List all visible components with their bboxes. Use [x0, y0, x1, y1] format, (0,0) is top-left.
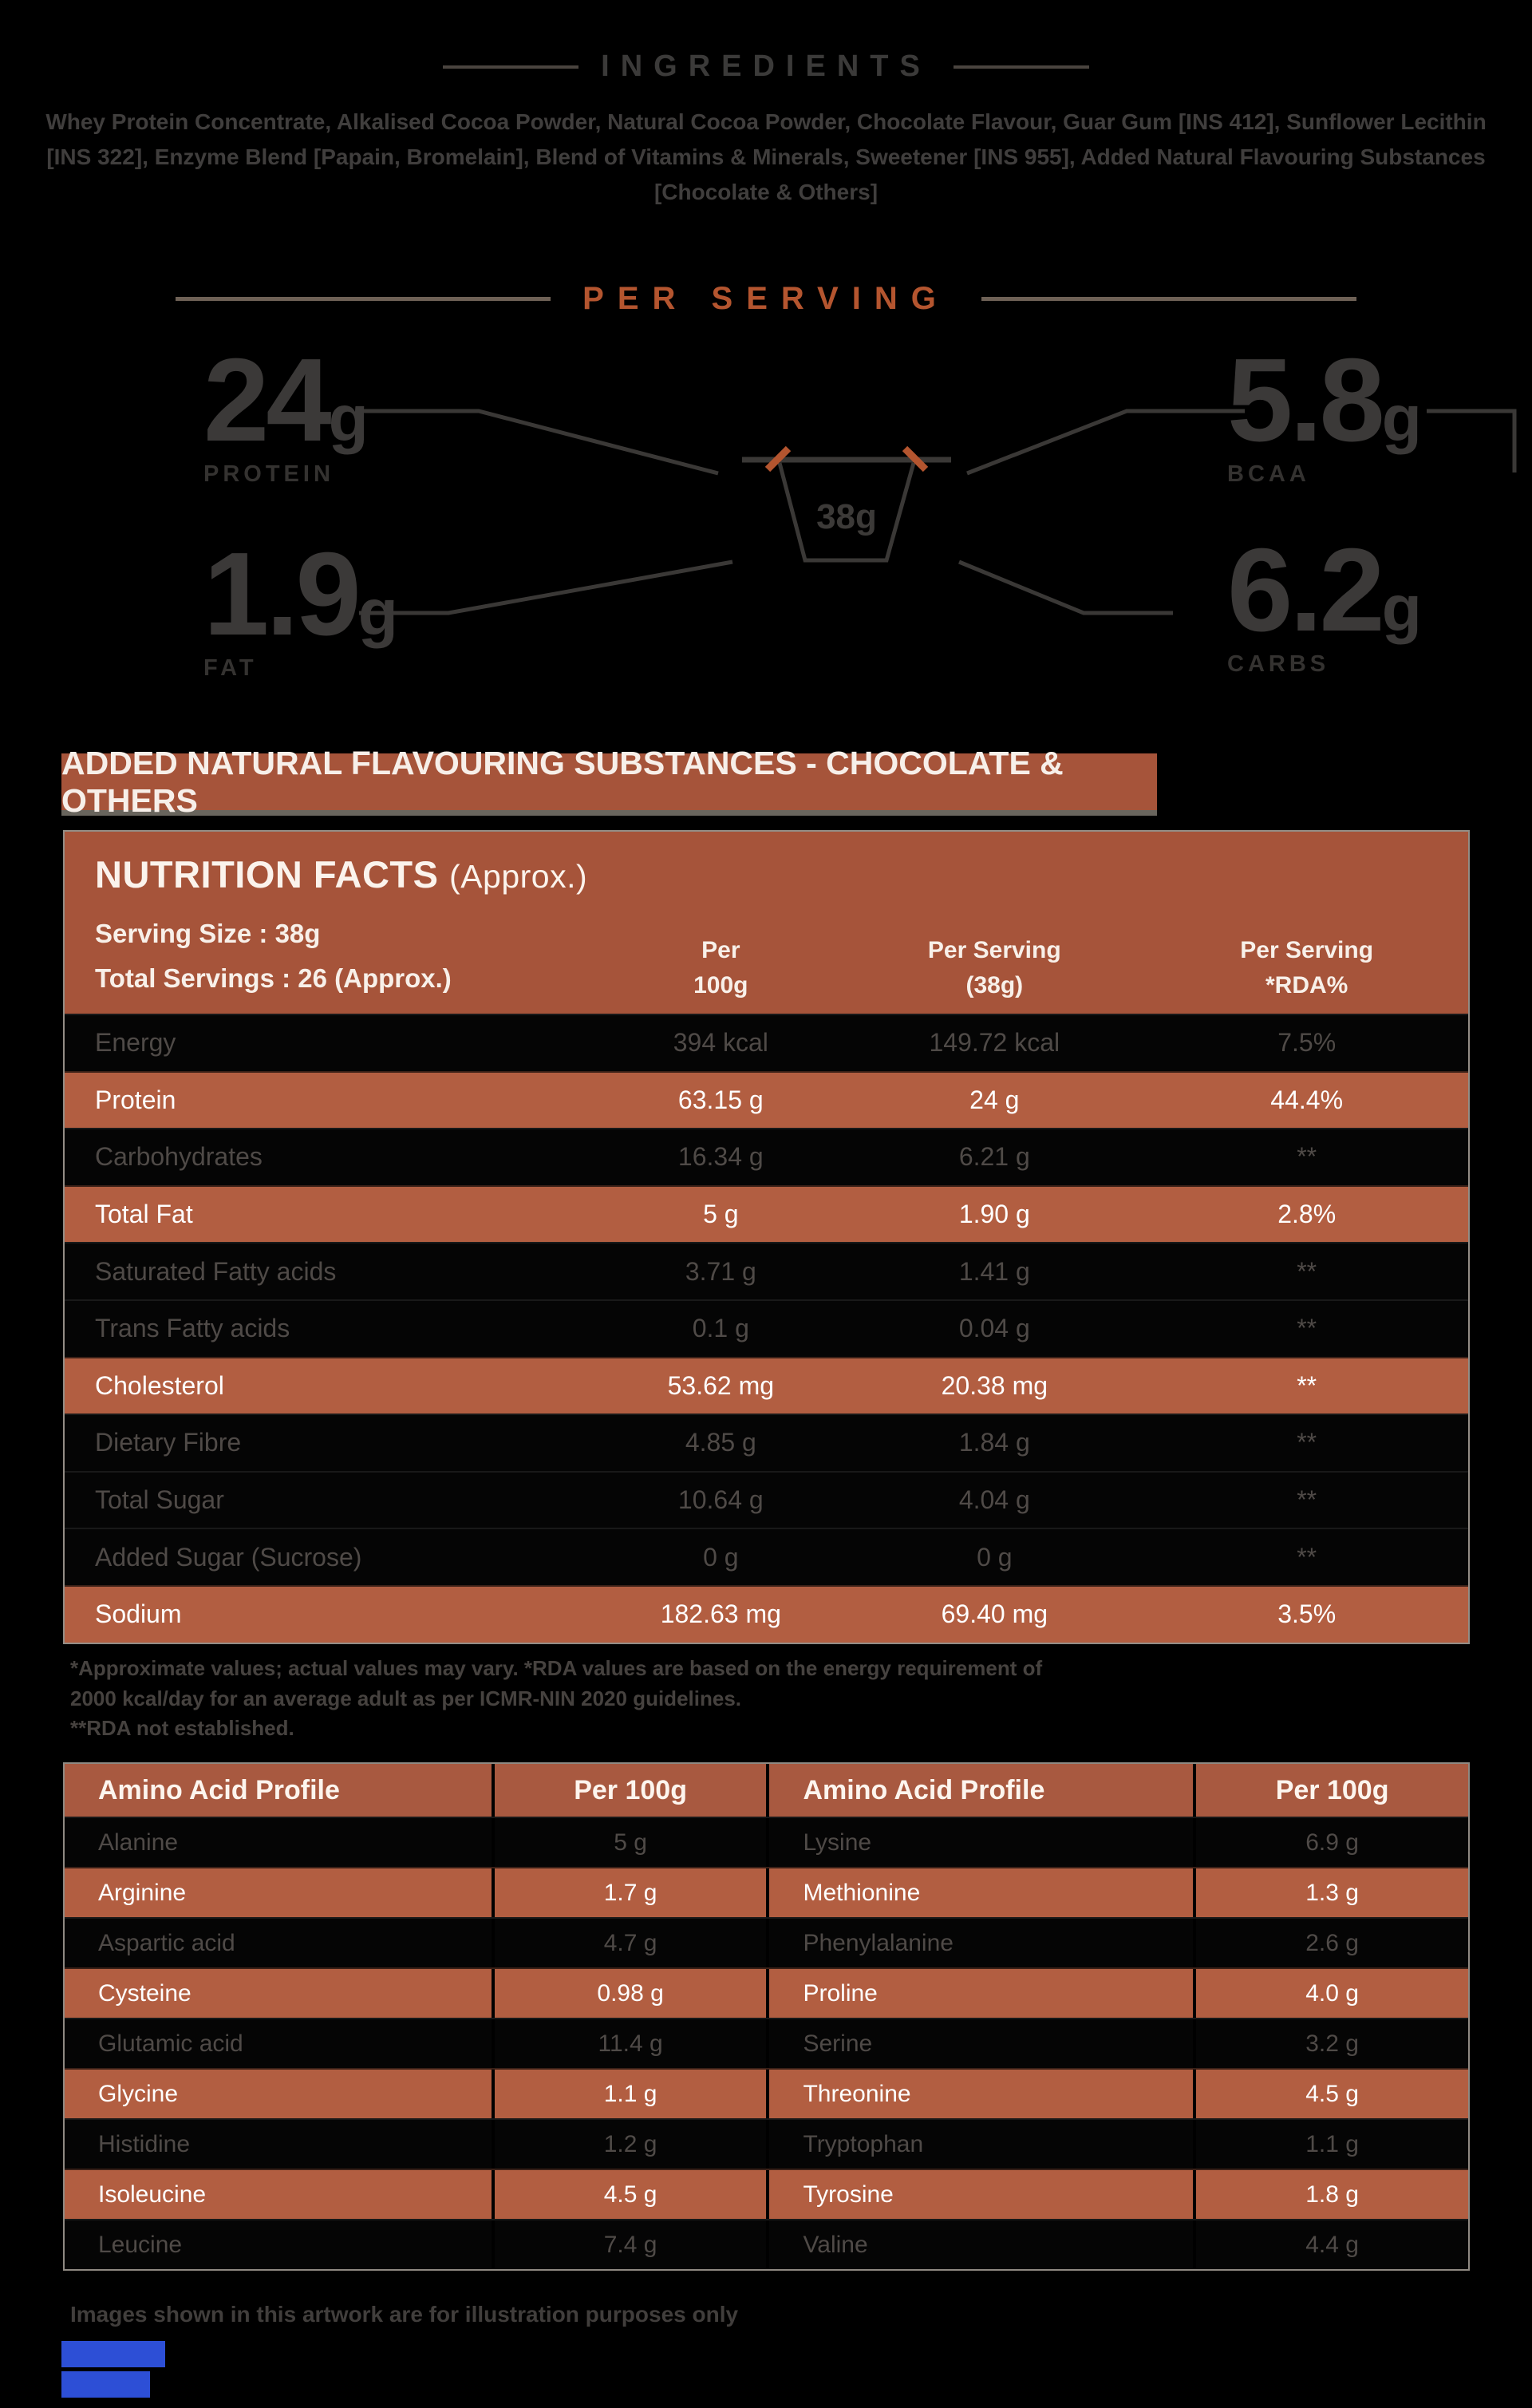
- nutrient-label: Dietary Fibre: [95, 1428, 242, 1457]
- connector-top-right: [967, 411, 1245, 473]
- amino-name-left: Isoleucine: [98, 2181, 207, 2208]
- per-serving-infographic: [0, 334, 1532, 726]
- nutrient-label: Saturated Fatty acids: [95, 1256, 337, 1286]
- value-per-100g: 10.64 g: [677, 1485, 764, 1515]
- table-row: [65, 1014, 1468, 1071]
- value-rda: 44.4%: [1270, 1085, 1344, 1114]
- nutrient-label: Added Sugar (Sucrose): [95, 1542, 362, 1572]
- table-row: [65, 2068, 1468, 2118]
- amino-value-right: 4.4 g: [1193, 2220, 1468, 2269]
- amino-value-right: 6.9 g: [1193, 1818, 1468, 1867]
- nutrition-facts-title-suffix: (Approx.): [449, 858, 588, 895]
- per-serving-title-row: [0, 281, 1532, 317]
- nutrient-label: Carbohydrates: [95, 1142, 263, 1172]
- amino-name-left: Histidine: [98, 2130, 191, 2157]
- ingredients-section: [0, 49, 1532, 211]
- value-per-100g: 182.63 mg: [660, 1599, 781, 1629]
- scoop-size-label: 38g: [816, 497, 877, 536]
- amino-value-right: 1.1 g: [1193, 2120, 1468, 2169]
- amino-acid-table: [63, 1762, 1470, 2271]
- amino-name-left: Arginine: [98, 1879, 187, 1906]
- table-row: [65, 1471, 1468, 1528]
- amino-name-right: Tryptophan: [766, 2120, 1193, 2169]
- value-per-100g: 3.71 g: [685, 1256, 756, 1286]
- value-per-serving: 69.40 mg: [941, 1599, 1048, 1629]
- amino-name-right: Threonine: [766, 2070, 1193, 2118]
- value-rda: 7.5%: [1277, 1028, 1337, 1058]
- value-per-100g: 394 kcal: [673, 1028, 768, 1058]
- blue-bar-top: [61, 2341, 165, 2367]
- illustration-disclaimer: Images shown in this artwork are for illustration purposes only: [70, 2302, 739, 2327]
- amino-header-right-value: Per 100g: [1193, 1764, 1468, 1817]
- bcaa-label: BCAA: [1227, 461, 1310, 488]
- per-serving-title: PER SERVING: [582, 281, 950, 316]
- table-row: [65, 1867, 1468, 1917]
- blue-bar-bottom: [61, 2371, 150, 2398]
- nutrient-label: Cholesterol: [95, 1370, 224, 1400]
- table-row: [65, 2219, 1468, 2269]
- value-per-100g: 63.15 g: [677, 1085, 764, 1114]
- value-per-serving: 1.41 g: [958, 1256, 1030, 1286]
- amino-name-right: Methionine: [766, 1868, 1193, 1917]
- nutrient-label: Energy: [95, 1028, 176, 1058]
- nutrition-footnotes: [70, 1654, 1475, 1744]
- table-row: [65, 2118, 1468, 2169]
- amino-header-left: Amino Acid Profile: [98, 1774, 340, 1805]
- table-row: [65, 1917, 1468, 1967]
- col-per-serving: Per Serving (38g): [927, 937, 1061, 998]
- value-rda: **: [1297, 1485, 1317, 1515]
- amino-value-right: 2.6 g: [1193, 1919, 1468, 1967]
- col-per-100g: Per 100g: [693, 937, 748, 998]
- table-row: [65, 1967, 1468, 2018]
- value-rda: **: [1297, 1142, 1317, 1172]
- fat-value: 1.9g: [203, 528, 398, 660]
- amino-name-left: Aspartic acid: [98, 1929, 235, 1956]
- table-row: [65, 1128, 1468, 1185]
- value-per-serving: 0 g: [977, 1542, 1013, 1572]
- table-row: [65, 1585, 1468, 1643]
- value-per-serving: 20.38 mg: [941, 1370, 1048, 1400]
- value-per-serving: 24 g: [969, 1085, 1020, 1114]
- footnote-line-2: 2000 kcal/day for an average adult as per ICMR-NIN 2020 guidelines.: [70, 1686, 742, 1710]
- value-rda: 2.8%: [1277, 1200, 1337, 1229]
- per-serving-rule-left: [176, 297, 551, 301]
- value-per-serving: 6.21 g: [958, 1142, 1030, 1172]
- amino-name-left: Glycine: [98, 2080, 179, 2107]
- col-per-serving-rda: Per Serving *RDA%: [1240, 937, 1374, 998]
- carbs-label: CARBS: [1227, 651, 1330, 678]
- value-per-100g: 53.62 mg: [667, 1370, 775, 1400]
- nutrient-label: Protein: [95, 1085, 176, 1114]
- amino-name-right: Lysine: [766, 1818, 1193, 1867]
- table-row: [65, 1299, 1468, 1357]
- table-row: [65, 1071, 1468, 1129]
- protein-label: PROTEIN: [203, 461, 334, 488]
- nutrition-rows: [65, 1014, 1468, 1643]
- value-rda: **: [1297, 1314, 1317, 1343]
- amino-name-left: Alanine: [98, 1829, 179, 1856]
- value-rda: **: [1297, 1542, 1317, 1572]
- table-row: [65, 1185, 1468, 1243]
- value-per-serving: 1.84 g: [958, 1428, 1030, 1457]
- total-servings: Total Servings : 26 (Approx.): [95, 963, 452, 993]
- per-serving-rule-right: [981, 297, 1356, 301]
- amino-value-left: 1.1 g: [492, 2070, 767, 2118]
- amino-name-left: Cysteine: [98, 1979, 192, 2007]
- amino-value-left: 7.4 g: [492, 2220, 767, 2269]
- value-per-100g: 5 g: [703, 1200, 739, 1229]
- amino-value-right: 4.0 g: [1193, 1969, 1468, 2018]
- table-row: [65, 1242, 1468, 1299]
- amino-value-left: 11.4 g: [492, 2019, 767, 2068]
- nutrition-facts-title: NUTRITION FACTS (Approx.): [95, 853, 588, 896]
- nutrition-facts-header: [65, 832, 1468, 1014]
- value-per-100g: 0 g: [703, 1542, 739, 1572]
- value-per-serving: 4.04 g: [958, 1485, 1030, 1515]
- table-row: [65, 1817, 1468, 1867]
- amino-name-right: Phenylalanine: [766, 1919, 1193, 1967]
- amino-header-right: Amino Acid Profile: [766, 1764, 1193, 1817]
- bcaa-value: 5.8g: [1227, 334, 1422, 466]
- amino-value-left: 5 g: [492, 1818, 767, 1867]
- table-row: [65, 2169, 1468, 2219]
- amino-name-right: Valine: [766, 2220, 1193, 2269]
- amino-name-left: Leucine: [98, 2231, 183, 2258]
- value-rda: **: [1297, 1256, 1317, 1286]
- value-rda: 3.5%: [1277, 1599, 1337, 1629]
- table-row: [65, 1528, 1468, 1585]
- stat-carbs: [1227, 524, 1467, 678]
- title-rule-left: [443, 65, 578, 69]
- stat-protein: [203, 334, 443, 488]
- amino-header-left-value: Per 100g: [492, 1764, 767, 1817]
- stat-bcaa: [1227, 334, 1467, 488]
- protein-value: 24g: [203, 334, 369, 466]
- amino-name-right: Proline: [766, 1969, 1193, 2018]
- flavouring-banner-text: ADDED NATURAL FLAVOURING SUBSTANCES - CHOCOLATE & OTHERS: [61, 744, 1064, 819]
- carbs-value: 6.2g: [1227, 524, 1422, 656]
- connector-bottom-right: [959, 562, 1173, 613]
- nutrition-facts-card: [63, 830, 1470, 1644]
- amino-header-row: [65, 1764, 1468, 1817]
- nutrient-label: Total Fat: [95, 1200, 193, 1229]
- ingredients-title-row: [0, 49, 1532, 84]
- serving-size: Serving Size : 38g: [95, 919, 321, 948]
- ingredients-text: Whey Protein Concentrate, Alkalised Cocoa Powder, Natural Cocoa Powder, Chocolate Flavour, Guar Gum [INS 412], Sunflower Lecithin [INS 322], Enzyme Blend [Papain, Bromelain], Blend of Vitamins & Minerals, Sweetener [INS 955], Added Natural Flavouring Substances [Chocolate & Others]: [45, 109, 1487, 205]
- value-per-serving: 1.90 g: [958, 1200, 1030, 1229]
- table-row: [65, 1414, 1468, 1471]
- value-per-serving: 0.04 g: [958, 1314, 1030, 1343]
- value-per-100g: 16.34 g: [677, 1142, 764, 1172]
- footnote-line-3: **RDA not established.: [70, 1716, 294, 1741]
- table-row: [65, 2018, 1468, 2068]
- amino-value-right: 1.3 g: [1193, 1868, 1468, 1917]
- footnote-line-1: *Approximate values; actual values may vary. *RDA values are based on the energy requirement of: [70, 1656, 1043, 1680]
- value-per-serving: 149.72 kcal: [929, 1028, 1060, 1058]
- value-rda: **: [1297, 1370, 1317, 1400]
- amino-value-left: 4.7 g: [492, 1919, 767, 1967]
- nutrient-label: Sodium: [95, 1599, 182, 1629]
- ingredients-title: INGREDIENTS: [601, 49, 931, 83]
- amino-value-left: 1.2 g: [492, 2120, 767, 2169]
- nutrient-label: Total Sugar: [95, 1485, 224, 1515]
- value-per-100g: 0.1 g: [692, 1314, 749, 1343]
- amino-value-left: 1.7 g: [492, 1868, 767, 1917]
- title-rule-right: [954, 65, 1089, 69]
- amino-name-left: Glutamic acid: [98, 2030, 243, 2057]
- value-rda: **: [1297, 1428, 1317, 1457]
- amino-value-right: 3.2 g: [1193, 2019, 1468, 2068]
- stat-fat: [203, 528, 443, 682]
- fat-label: FAT: [203, 655, 258, 682]
- amino-name-right: Serine: [766, 2019, 1193, 2068]
- table-row: [65, 1357, 1468, 1414]
- value-per-100g: 4.85 g: [685, 1428, 756, 1457]
- amino-value-right: 1.8 g: [1193, 2170, 1468, 2219]
- amino-value-right: 4.5 g: [1193, 2070, 1468, 2118]
- amino-name-right: Tyrosine: [766, 2170, 1193, 2219]
- amino-value-left: 0.98 g: [492, 1969, 767, 2018]
- amino-value-left: 4.5 g: [492, 2170, 767, 2219]
- flavouring-banner: [61, 744, 1157, 819]
- nutrition-column-headers: [65, 933, 1468, 1002]
- nutrient-label: Trans Fatty acids: [95, 1314, 290, 1343]
